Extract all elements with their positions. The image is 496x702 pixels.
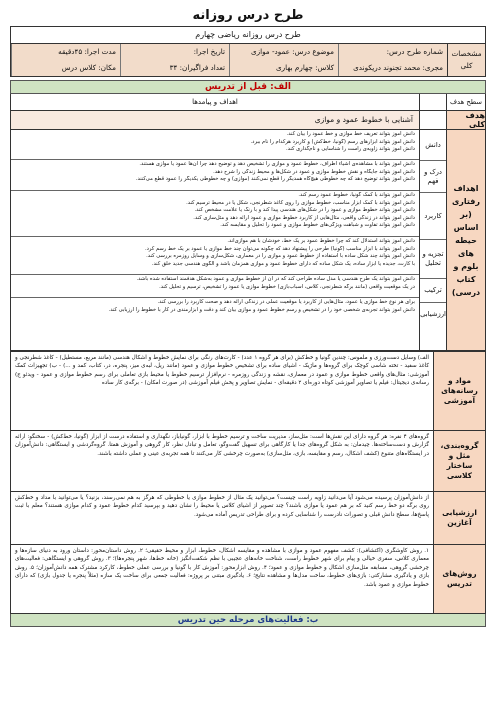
objective-item: دانش آموز بتواند چند شکل ساده با استفاده از خطوط عمود و موازی را در معماری، شکل‌سازی و وسایل روزمره بررسی کند. bbox=[146, 253, 415, 259]
objectives-analysis bbox=[11, 237, 419, 275]
objective-item: دانش آموز بتواند توضیح دهد که چه خطوطی هیچ‌گاه همدیگر را قطع نمی‌کنند (موازی) و چه خطوطی یکدیگر را عمود قطع می‌کنند. bbox=[135, 176, 415, 182]
info-duration: مدت اجرا: ۴۵دقیقه bbox=[11, 44, 120, 60]
behavioral-goals-label: اهداف رفتاری (بر اساس حیطه های بلوم و کتاب درسی) bbox=[447, 130, 485, 350]
domain-evaluation: ارزشیابی bbox=[420, 309, 446, 318]
objective-item: دانش آموز بتواند با کمک گونیا، خطوط عمود رسم کند. bbox=[298, 192, 415, 198]
objective-item: دانش آموز بتواند خطوط موازی و عمود را در شکل‌های هندسی پیدا کند و با رنگ یا علامت مشخص کند. bbox=[194, 207, 415, 213]
objective-item: در یک موقعیت واقعی (مانند برگه شطرنجی، کلاس، اسباب‌بازی) خطوط موازی یا عمود را تشخیص، ترسیم و تحلیل کند. bbox=[159, 283, 415, 290]
row-content: ۱. روش کاوشگری (اکتشافی): کشف مفهوم عمود و موازی با مشاهده و مقایسه اشکال، خطوط، ابزار و محیط حقیقی؛ ۲. روش داستان‌محور: داستان ورود به دنیای سازه‌ها و معماری کلاس، سفری خیالی و پیام برای شهر خطوط راست، شناخت خانه‌های عجیبی با نظم شکفت‌انگیز (خانه خط‌ها، شهر پنجره‌ها)؛ ۳. روش گروهی و ایستگاهی: فعالیت‌های چرخشی گروهی، مسابقه مثل‌سازی اشکال و خطوط موازی و عمود؛ ۴. روش ابزارمحور: آموزش کار با گونیا و بررسی عملی خطوط، کارکرد مشترک همه دانش‌آموزان؛ ۵. روش بازی و یادگیری مشارکتی: بازی‌های خطوط، ساخت مدل‌ها و مشاهده نتایج؛ ۶. یادگیری مبتنی بر پروژه: فعالیت جمعی برای ساخت یک سازه (مثلاً پنجره یا جدول بازی) که دارای خطوط موازی و عمود باشد. bbox=[15, 548, 429, 588]
objectives-application bbox=[11, 191, 419, 237]
objectives-evaluation bbox=[11, 298, 419, 320]
section-during-teaching: ب: فعالیت‌های مرحله حین تدریس bbox=[10, 614, 486, 627]
objective-item: با کارت، جدیده یا ابزار ساده، یک شکل ساده که دارای خطوط عمود و موازی همزمان باشد و الگوی هندسی جدید خلق کند. bbox=[151, 260, 415, 267]
general-goal-text: آشنایی با خطوط عمود و موازی bbox=[11, 111, 419, 130]
info-topic: موضوع درس: عمود- موازی bbox=[229, 44, 338, 60]
row-grouping bbox=[11, 430, 485, 491]
objectives-grid bbox=[10, 94, 486, 351]
row-label: روش‌های تدریس bbox=[433, 545, 485, 613]
objective-item: دانش آموز بتواند با کمک ابزار مناسب، خطوط موازی را روی کاغذ شطرنجی، شکل یا در محیط ترسیم کند. bbox=[186, 199, 415, 206]
objectives-comprehension bbox=[11, 160, 419, 191]
domain-column bbox=[419, 94, 446, 350]
section-before-teaching: الف: قبل از تدریس bbox=[10, 80, 486, 94]
row-initial-assessment bbox=[11, 491, 485, 544]
info-plan-number: شماره طرح درس: bbox=[338, 44, 447, 60]
domain-knowledge: دانش bbox=[420, 130, 446, 161]
domain-analysis: تجزیه و تحلیل bbox=[420, 240, 446, 279]
row-label: مواد و رسانه‌های آموزشی bbox=[433, 352, 485, 430]
row-label: ارزشیابی آغازین bbox=[433, 492, 485, 544]
general-goal-label: هدف کلی bbox=[447, 111, 485, 130]
objective-item: دانش آموز بتواند در زندگی واقعی، مثال‌هایی از کاربرد خطوط موازی و عمود ارائه دهد و مثل‌سازی کند. bbox=[193, 214, 415, 221]
row-content: از دانش‌آموزان پرسیده می‌شود آیا می‌دانید زاویه راست چیست؟ می‌توانید یک مثال از خطوط موازی یا خطوطی که هرگز به هم نمی‌رسند، بزنید؟ یا می‌توانید با مداد و خط‌کش روی برگه دو خط رسم کنید که بر هم عمود یا موازی باشند؟ چند تصویر از اشیای کلاس یا محیط را نشان دهید و بپرسید کدام خطوط عمود و کدام موازی هستند؟ معلم با ثبت پاسخ‌ها، سطح دانش قبلی و تصورات نادرست را شناسایی کرده و برای طراحی تدریس آماده می‌شود. bbox=[15, 495, 429, 518]
row-label: گروه‌بندی، مثل و ساختار کلاسی bbox=[433, 431, 485, 491]
level-column bbox=[446, 94, 485, 350]
objective-item: برای هر نوع خط موازی یا عمود، مثال‌هایی از کاربرد یا موقعیت عملی در زندگی ارائه دهد و صحت کاربرد را بررسی کند. bbox=[157, 299, 415, 305]
objectives-knowledge bbox=[11, 130, 419, 160]
info-class: کلاس: چهارم بهاری bbox=[229, 60, 338, 76]
row-content: الف) وسایل دست‌ورزی و ملموس: چندین گونیا و خط‌کش (برای هر گروه ۱ عدد) - کارت‌های رنگی برای نمایش خطوط و اشکال هندسی (مانند مربع، مستطیل) - کاغذ شطرنجی و کاغذ سفید - تخته شاسی کوچک برای گروه‌ها و ماژیک - اشیای ساده برای تشخیص خطوط موازی و عمود (مانند ریل، لبه‌ی میز، پنجره، در، کتاب، کمد و ...) - ب) تجهیزات کمک آموزشی: مثال‌های واقعی خطوط موازی و عمود در معماری، نقشه و زندگی روزمره - نرم‌افزار ترسیم خطوط یا محیط بازی تعاملی برای رسم خطوط موازی و عمود - ویدئو ج) رسانه‌ی دیجیتال: فیلم یا تصاویر آموزشی کوتاه دوره‌ای ۲ دقیقه‌ای - نمایش تصاویر و پخش فیلم آموزشی (در صورت امکان) - برگه‌ی کار ساده bbox=[15, 355, 429, 387]
objective-item: دانش آموز بتواند ابزارهای رسم (گونیا، خط‌کش) و کاربرد هرکدام را نام ببرد. bbox=[250, 138, 415, 145]
objective-item: دانش آموز بتواند تفاوت و شباهت ویژگی‌های خطوط موازی و عمود را تحلیل و مقایسه کند. bbox=[220, 222, 415, 228]
objective-item: دانش آموز بتواند تعریف خط موازی و خط عمود را بیان کند. bbox=[286, 131, 415, 137]
domain-application: کاربرد bbox=[420, 193, 446, 240]
info-teacher: مجری: محمد تجنوند دریکوندی bbox=[338, 60, 447, 76]
objectives-synthesis bbox=[11, 275, 419, 298]
domain-synthesis: ترکیب bbox=[420, 279, 446, 303]
plan-rows bbox=[10, 351, 486, 614]
objective-item: دانش آموز بتواند استدلال کند که چرا خطوط عمود بر یک خط، خودشان با هم موازی‌اند. bbox=[227, 238, 415, 244]
row-content: گروه‌های ۴ نفره: هر گروه دارای این نقش‌ها است: مثل‌ساز، مدیریت ساخت و ترسیم خطوط با ابزار، گونیا‌باز، نگهداری و استفاده درست از ابزار (گونیا، خط‌کش) - سخنگو: ارائه گزارش و دست‌ساخته‌ها. چیدمان: به شکل گروه‌های جدا یا کارگاهی برای تسهیل گفت‌وگو، تعامل و تبادل نظر، کار گروهی و آموزش همتا. گروه‌گردشی و ایستگاهی: دانش‌آموزان در ایستگاه‌های متنوع (کشف اشکال، رسم و مقایسه، بازی، مثل‌سازی) به‌صورت چرخشی کار می‌کنند تا همه تجربه‌ی عینی و عملی داشته باشند. bbox=[15, 434, 429, 457]
objective-item: دانش آموز بتواند زاویه‌ی راست را شناسایی و نام‌گذاری کند. bbox=[286, 146, 415, 152]
objective-item: دانش آموز بتواند جایگاه و نقش خطوط موازی و عمود در شکل‌ها و محیط زندگی را شرح دهد. bbox=[213, 168, 415, 175]
row-materials bbox=[11, 351, 485, 430]
info-date: تاریخ اجرا: bbox=[120, 44, 229, 60]
domain-goal-spacer bbox=[420, 111, 446, 130]
domain-comprehension: درک و فهم bbox=[420, 161, 446, 193]
page-title: طرح درس روزانه bbox=[192, 8, 304, 23]
info-student-count: تعداد فراگیران: ۳۴ bbox=[120, 60, 229, 76]
objectives-column bbox=[11, 94, 419, 350]
level-header: سطح هدف bbox=[447, 94, 485, 111]
objectives-header: اهداف و پیامدها bbox=[11, 94, 419, 111]
objective-item: دانش آموز بتواند تجربه‌ی شخصی خود را در تشخیص و رسم خطوط عمود و موازی بیان کند و دقت و ابزارمندی در کار با خطوط را ارزیابی کند. bbox=[108, 306, 415, 313]
domain-header-spacer bbox=[420, 94, 446, 111]
info-table bbox=[10, 44, 486, 77]
row-teaching-methods bbox=[11, 544, 485, 613]
page-subtitle: طرح درس روزانه ریاضی چهارم bbox=[10, 26, 486, 44]
info-location: مکان: کلاس درس bbox=[11, 60, 120, 76]
objective-item: دانش آموز بتواند با مشاهده‌ی اشیاء اطراف، خطوط عمود و موازی را تشخیص دهد و توضیح دهد چرا آن‌ها عمود یا موازی هستند. bbox=[139, 161, 415, 167]
objective-item: دانش آموز بتواند با ابزار مناسب (گونیا) طرحی را پیشنهاد دهد که چگونه می‌توان چند خط موازی یا عمود بر یک خط رسم کرد. bbox=[144, 245, 415, 252]
objective-item: دانش آموز بتواند یک طرح هندسی یا مدل ساده طراحی کند که در آن از خطوط موازی و عمود به‌شکل هدفمند استفاده شده باشد. bbox=[136, 276, 415, 282]
info-label: مشخصات کلی bbox=[447, 44, 485, 76]
